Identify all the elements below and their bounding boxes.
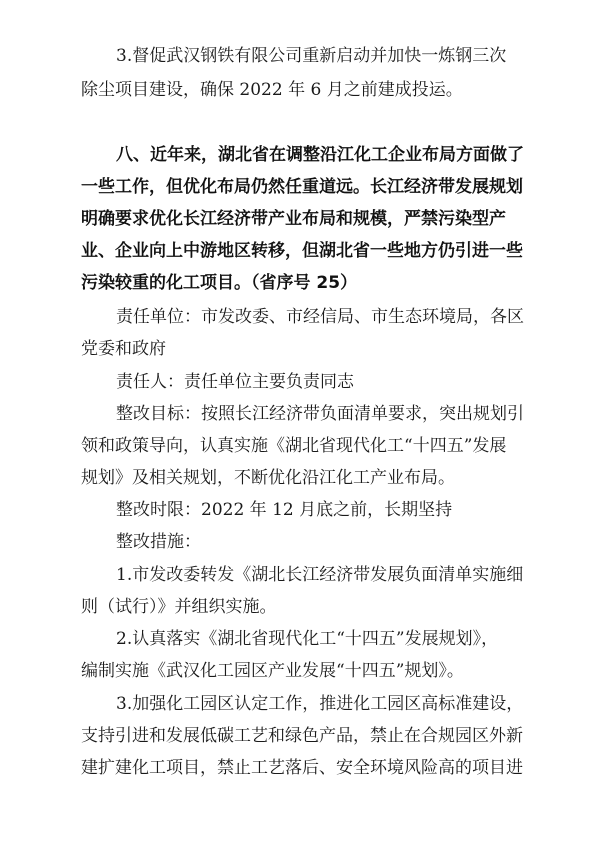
section-heading-line: 明确要求优化长江经济带产业布局和规模，严禁污染型产 — [81, 209, 506, 229]
text-line: 则（试行）》并组织实施。 — [81, 597, 277, 617]
text-line: 责任人：责任单位主要负责同志 — [116, 372, 354, 392]
section-heading-line: 业、企业向上中游地区转移，但湖北省一些地方仍引进一些 — [81, 241, 523, 261]
text-line: 规划》及相关规划，不断优化沿江化工产业布局。 — [81, 468, 455, 488]
text-line: 党委和政府 — [81, 339, 166, 359]
text-line: 编制实施《武汉化工园区产业发展“十四五”规划》。 — [81, 661, 464, 681]
text-line: 责任单位：市发改委、市经信局、市生态环境局，各区 — [116, 307, 524, 327]
text-line: 建扩建化工项目，禁止工艺落后、安全环境风险高的项目进 — [81, 758, 523, 778]
text-line: 支持引进和发展低碳工艺和绿色产品，禁止在合规园区外新 — [81, 726, 523, 746]
section-heading-line: 一些工作，但优化布局仍然任重道远。长江经济带发展规划 — [81, 177, 523, 197]
section-heading-line: 八、近年来，湖北省在调整沿江化工企业布局方面做了 — [116, 145, 524, 165]
text-line: 2.认真落实《湖北省现代化工“十四五”发展规划》， — [116, 629, 499, 649]
text-line: 整改时限：2022 年 12 月底之前，长期坚持 — [116, 500, 453, 520]
text-line: 3.加强化工园区认定工作，推进化工园区高标准建设， — [116, 694, 524, 714]
text-line: 除尘项目建设，确保 2022 年 6 月之前建成投运。 — [81, 80, 463, 100]
section-heading-line: 污染较重的化工项目。（省序号 25） — [81, 273, 358, 293]
text-line: 整改目标：按照长江经济带负面清单要求，突出规划引 — [116, 404, 524, 424]
text-line: 3.督促武汉钢铁有限公司重新启动并加快一炼钢三次 — [116, 46, 507, 66]
text-line: 1.市发改委转发《湖北长江经济带发展负面清单实施细 — [116, 565, 524, 585]
text-line: 整改措施： — [116, 532, 201, 552]
text-line: 领和政策导向，认真实施《湖北省现代化工“十四五”发展 — [81, 436, 507, 456]
